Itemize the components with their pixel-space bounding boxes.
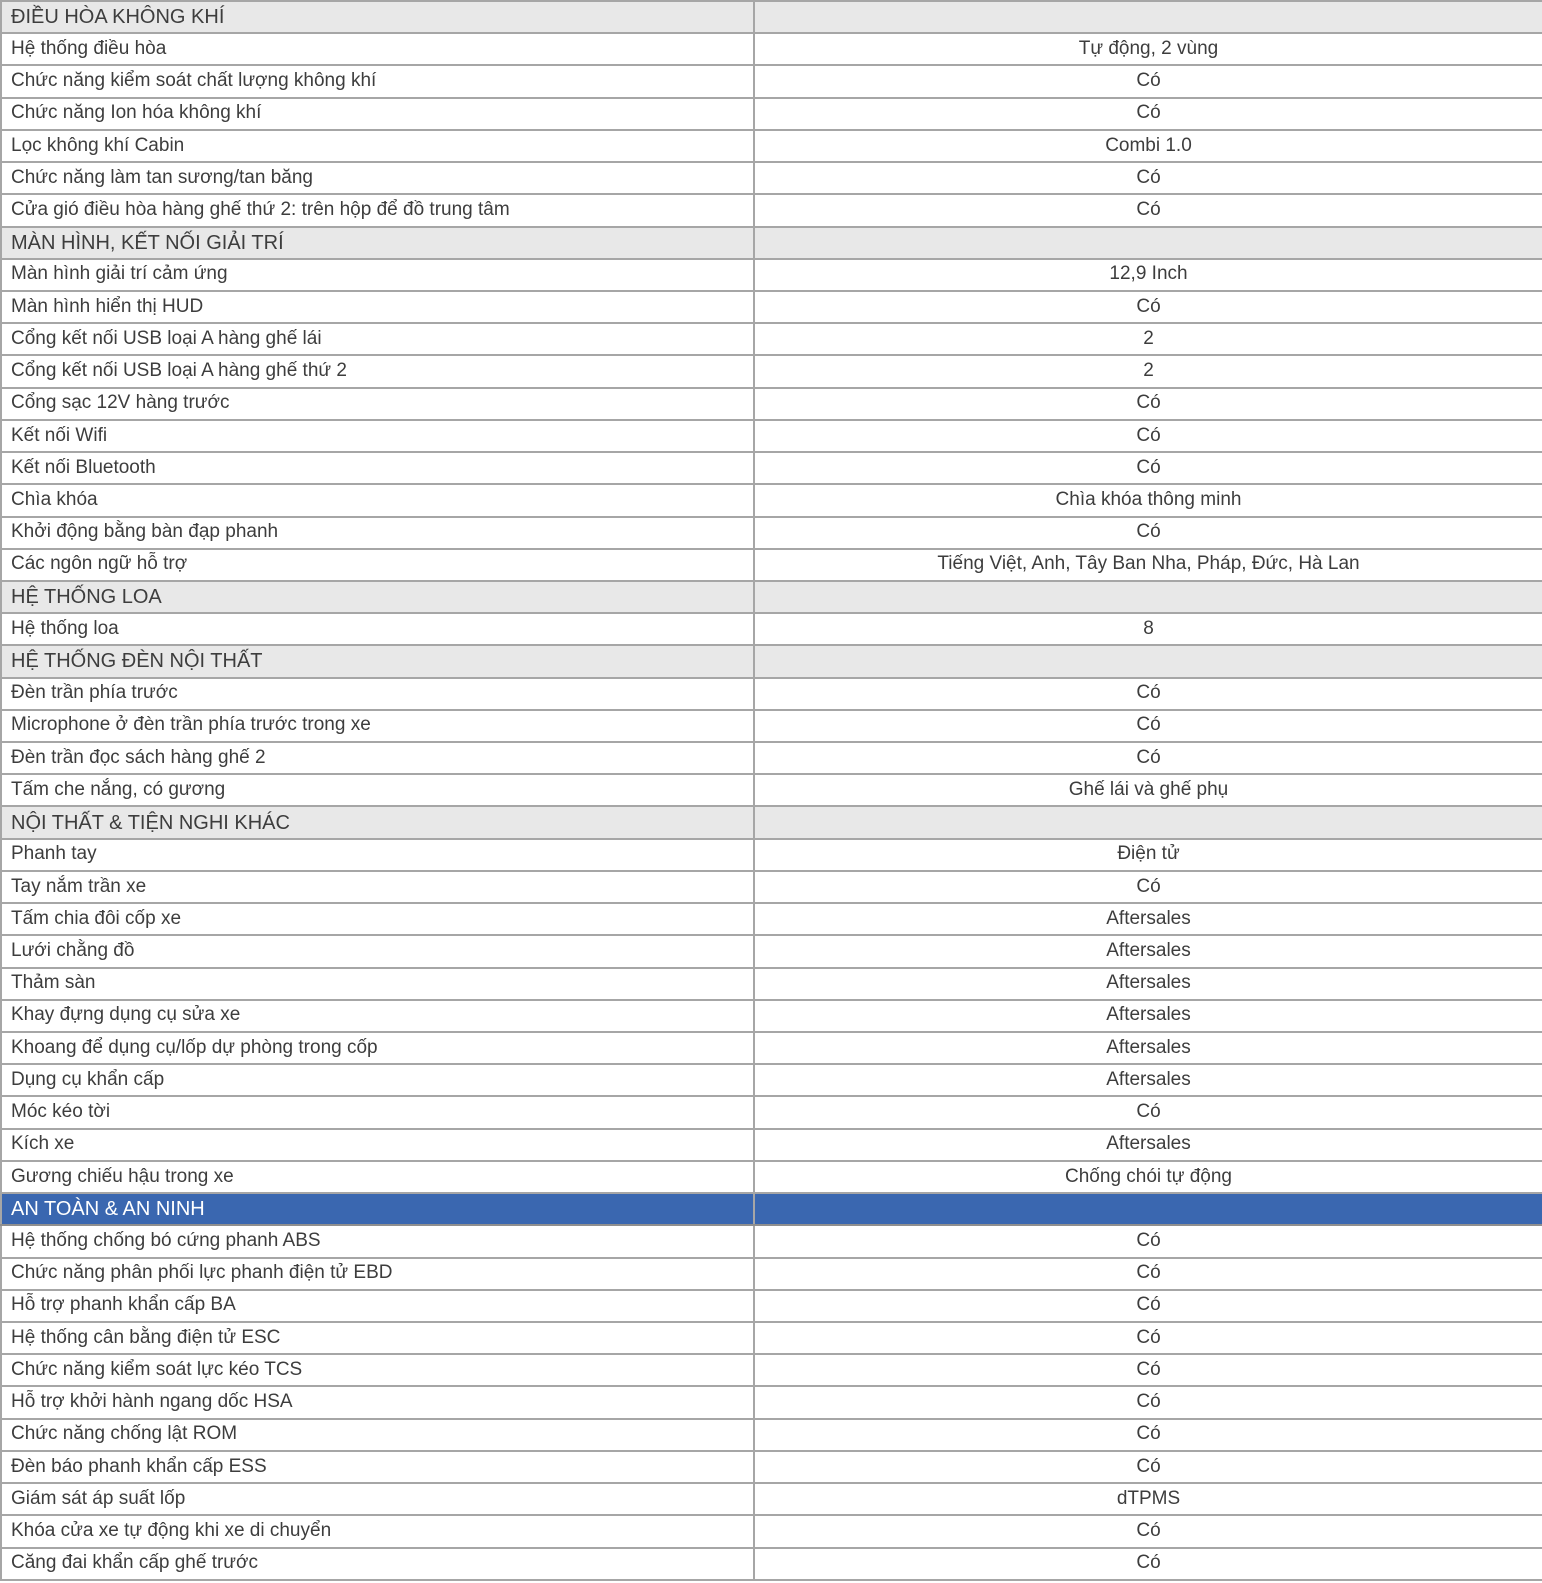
- section-header-label: HỆ THỐNG ĐÈN NỘI THẤT: [1, 645, 754, 677]
- feature-value: Có: [754, 1096, 1542, 1128]
- table-row: [1, 613, 1542, 645]
- feature-value: 2: [754, 355, 1542, 387]
- table-row: [1, 388, 1542, 420]
- feature-value: Tự động, 2 vùng: [754, 33, 1542, 65]
- feature-label: Chức năng kiểm soát chất lượng không khí: [1, 65, 754, 97]
- section-header-spacer: [754, 1, 1542, 33]
- table-row: [1, 1290, 1542, 1322]
- table-row: [1, 484, 1542, 516]
- feature-label: Microphone ở đèn trần phía trước trong xe: [1, 710, 754, 742]
- feature-label: Phanh tay: [1, 839, 754, 871]
- table-row: [1, 65, 1542, 97]
- feature-value: Có: [754, 65, 1542, 97]
- table-row: [1, 194, 1542, 226]
- section-header-row: [1, 1, 1542, 33]
- feature-value: Có: [754, 1354, 1542, 1386]
- table-row: [1, 710, 1542, 742]
- feature-label: Tấm chia đôi cốp xe: [1, 903, 754, 935]
- feature-value: Có: [754, 1322, 1542, 1354]
- feature-value: Có: [754, 388, 1542, 420]
- feature-value: Aftersales: [754, 1064, 1542, 1096]
- feature-value: 8: [754, 613, 1542, 645]
- section-header-spacer: [754, 645, 1542, 677]
- table-row: [1, 1483, 1542, 1515]
- feature-value: Aftersales: [754, 1129, 1542, 1161]
- feature-value: 12,9 Inch: [754, 259, 1542, 291]
- feature-value: Aftersales: [754, 1032, 1542, 1064]
- feature-label: Kết nối Wifi: [1, 420, 754, 452]
- table-row: [1, 98, 1542, 130]
- table-row: [1, 33, 1542, 65]
- feature-label: Chức năng Ion hóa không khí: [1, 98, 754, 130]
- feature-label: Khởi động bằng bàn đạp phanh: [1, 517, 754, 549]
- section-header-row: [1, 806, 1542, 838]
- spec-table-body: [1, 1, 1542, 1580]
- table-row: [1, 1161, 1542, 1193]
- feature-value: Aftersales: [754, 968, 1542, 1000]
- feature-label: Hỗ trợ phanh khẩn cấp BA: [1, 1290, 754, 1322]
- feature-value: Có: [754, 678, 1542, 710]
- feature-value: dTPMS: [754, 1483, 1542, 1515]
- table-row: [1, 742, 1542, 774]
- feature-value: Có: [754, 420, 1542, 452]
- feature-label: Cổng kết nối USB loại A hàng ghế thứ 2: [1, 355, 754, 387]
- feature-label: Cổng kết nối USB loại A hàng ghế lái: [1, 323, 754, 355]
- feature-value: Có: [754, 1548, 1542, 1581]
- table-row: [1, 1032, 1542, 1064]
- table-row: [1, 678, 1542, 710]
- feature-label: Móc kéo tời: [1, 1096, 754, 1128]
- feature-label: Chìa khóa: [1, 484, 754, 516]
- feature-label: Chức năng phân phối lực phanh điện tử EBD: [1, 1258, 754, 1290]
- feature-label: Hệ thống điều hòa: [1, 33, 754, 65]
- feature-label: Đèn trần phía trước: [1, 678, 754, 710]
- feature-label: Hệ thống cân bằng điện tử ESC: [1, 1322, 754, 1354]
- feature-label: Màn hình giải trí cảm ứng: [1, 259, 754, 291]
- section-header-label: NỘI THẤT & TIỆN NGHI KHÁC: [1, 806, 754, 838]
- feature-label: Các ngôn ngữ hỗ trợ: [1, 549, 754, 581]
- feature-value: Có: [754, 1290, 1542, 1322]
- feature-value: Có: [754, 742, 1542, 774]
- section-header-spacer: [754, 581, 1542, 613]
- table-row: [1, 968, 1542, 1000]
- feature-value: Có: [754, 1515, 1542, 1547]
- feature-value: Chống chói tự động: [754, 1161, 1542, 1193]
- feature-label: Tay nắm trần xe: [1, 871, 754, 903]
- feature-value: Có: [754, 194, 1542, 226]
- table-row: [1, 1386, 1542, 1418]
- table-row: [1, 517, 1542, 549]
- feature-label: Thảm sàn: [1, 968, 754, 1000]
- feature-value: Tiếng Việt, Anh, Tây Ban Nha, Pháp, Đức, Hà Lan: [754, 549, 1542, 581]
- feature-label: Đèn báo phanh khẩn cấp ESS: [1, 1451, 754, 1483]
- section-header-row: [1, 581, 1542, 613]
- section-header-row: [1, 227, 1542, 259]
- table-row: [1, 130, 1542, 162]
- feature-value: Có: [754, 291, 1542, 323]
- feature-label: Kích xe: [1, 1129, 754, 1161]
- feature-value: Aftersales: [754, 903, 1542, 935]
- section-header-label: HỆ THỐNG LOA: [1, 581, 754, 613]
- feature-value: Có: [754, 871, 1542, 903]
- feature-value: Có: [754, 1258, 1542, 1290]
- table-row: [1, 1225, 1542, 1257]
- feature-value: Combi 1.0: [754, 130, 1542, 162]
- feature-label: Đèn trần đọc sách hàng ghế 2: [1, 742, 754, 774]
- table-row: [1, 1322, 1542, 1354]
- feature-value: Có: [754, 162, 1542, 194]
- section-header-spacer: [754, 806, 1542, 838]
- feature-label: Cổng sạc 12V hàng trước: [1, 388, 754, 420]
- feature-label: Màn hình hiển thị HUD: [1, 291, 754, 323]
- feature-label: Chức năng làm tan sương/tan băng: [1, 162, 754, 194]
- table-row: [1, 1451, 1542, 1483]
- feature-value: Điện tử: [754, 839, 1542, 871]
- feature-label: Chức năng kiểm soát lực kéo TCS: [1, 1354, 754, 1386]
- table-row: [1, 1354, 1542, 1386]
- table-row: [1, 903, 1542, 935]
- feature-label: Căng đai khẩn cấp ghế trước: [1, 1548, 754, 1581]
- feature-value: Có: [754, 517, 1542, 549]
- table-row: [1, 935, 1542, 967]
- table-row: [1, 839, 1542, 871]
- feature-value: Aftersales: [754, 1000, 1542, 1032]
- feature-label: Chức năng chống lật ROM: [1, 1419, 754, 1451]
- table-row: [1, 1258, 1542, 1290]
- feature-label: Cửa gió điều hòa hàng ghế thứ 2: trên hộp để đồ trung tâm: [1, 194, 754, 226]
- section-header-row: [1, 645, 1542, 677]
- section-header-spacer: [754, 227, 1542, 259]
- feature-label: Giám sát áp suất lốp: [1, 1483, 754, 1515]
- feature-label: Gương chiếu hậu trong xe: [1, 1161, 754, 1193]
- table-row: [1, 774, 1542, 806]
- table-row: [1, 1515, 1542, 1547]
- feature-label: Dụng cụ khẩn cấp: [1, 1064, 754, 1096]
- table-row: [1, 162, 1542, 194]
- feature-label: Hỗ trợ khởi hành ngang dốc HSA: [1, 1386, 754, 1418]
- feature-value: Chìa khóa thông minh: [754, 484, 1542, 516]
- table-row: [1, 1064, 1542, 1096]
- feature-value: 2: [754, 323, 1542, 355]
- table-row: [1, 1096, 1542, 1128]
- feature-label: Tấm che nắng, có gương: [1, 774, 754, 806]
- feature-label: Khay đựng dụng cụ sửa xe: [1, 1000, 754, 1032]
- feature-label: Hệ thống loa: [1, 613, 754, 645]
- table-row: [1, 420, 1542, 452]
- feature-label: Kết nối Bluetooth: [1, 452, 754, 484]
- section-header-label: MÀN HÌNH, KẾT NỐI GIẢI TRÍ: [1, 227, 754, 259]
- feature-label: Lọc không khí Cabin: [1, 130, 754, 162]
- feature-label: Hệ thống chống bó cứng phanh ABS: [1, 1225, 754, 1257]
- feature-value: Có: [754, 710, 1542, 742]
- feature-label: Khoang để dụng cụ/lốp dự phòng trong cốp: [1, 1032, 754, 1064]
- table-row: [1, 291, 1542, 323]
- table-row: [1, 1419, 1542, 1451]
- table-row: [1, 549, 1542, 581]
- table-row: [1, 355, 1542, 387]
- section-header-spacer: [754, 1193, 1542, 1225]
- feature-label: Khóa cửa xe tự động khi xe di chuyển: [1, 1515, 754, 1547]
- table-row: [1, 452, 1542, 484]
- feature-value: Có: [754, 1419, 1542, 1451]
- feature-value: Có: [754, 452, 1542, 484]
- section-header-label: ĐIỀU HÒA KHÔNG KHÍ: [1, 1, 754, 33]
- table-row: [1, 323, 1542, 355]
- table-row: [1, 871, 1542, 903]
- feature-value: Có: [754, 1386, 1542, 1418]
- table-row: [1, 259, 1542, 291]
- feature-value: Có: [754, 98, 1542, 130]
- table-row: [1, 1000, 1542, 1032]
- table-row: [1, 1129, 1542, 1161]
- feature-value: Có: [754, 1451, 1542, 1483]
- table-row: [1, 1548, 1542, 1581]
- feature-value: Aftersales: [754, 935, 1542, 967]
- feature-value: Ghế lái và ghế phụ: [754, 774, 1542, 806]
- feature-label: Lưới chằng đồ: [1, 935, 754, 967]
- section-header-row: [1, 1193, 1542, 1225]
- section-header-label: AN TOÀN & AN NINH: [1, 1193, 754, 1225]
- feature-value: Có: [754, 1225, 1542, 1257]
